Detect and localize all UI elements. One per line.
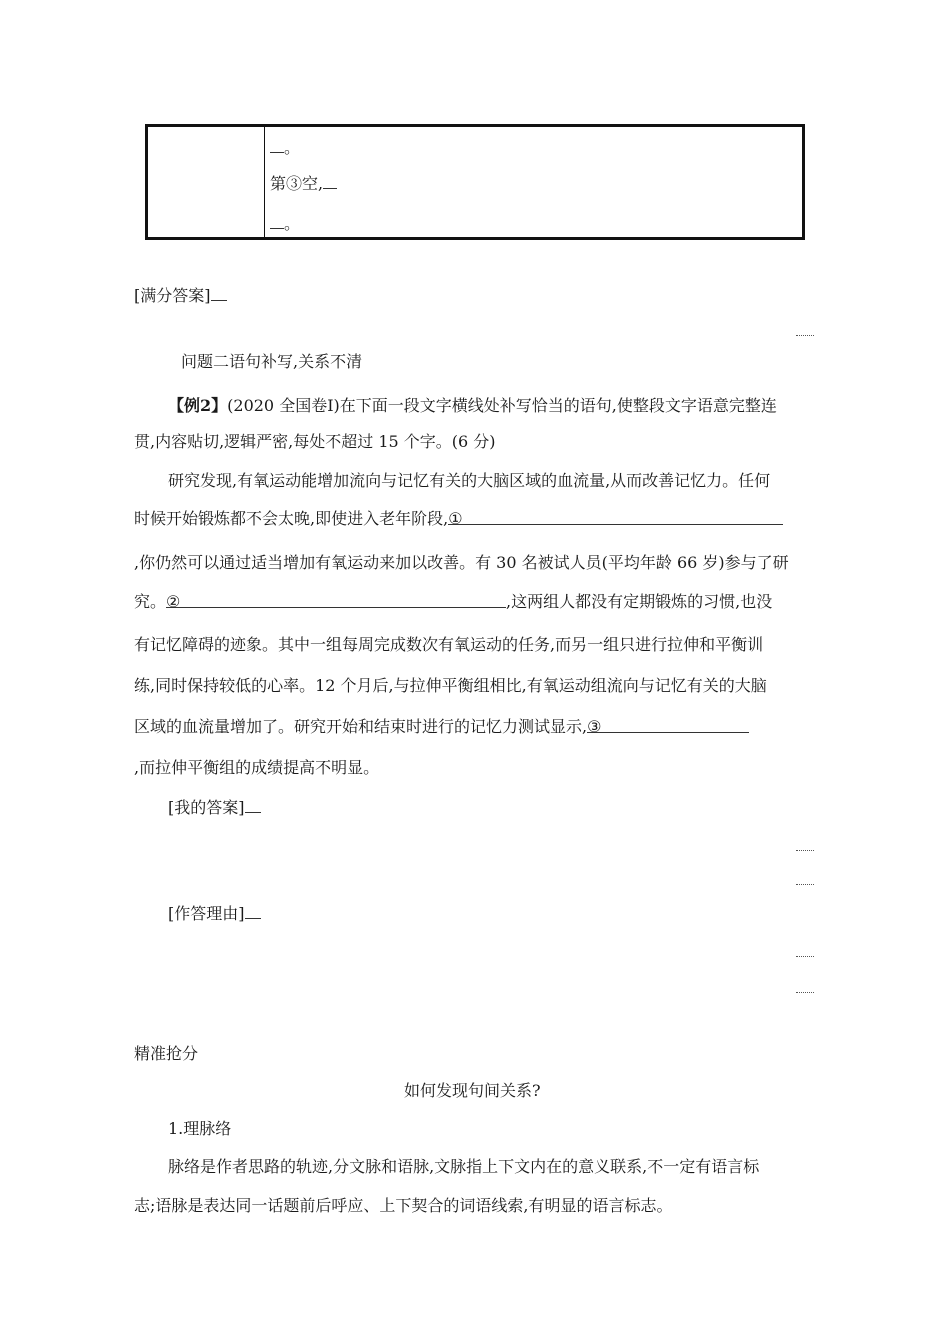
example-label: 【例2】: [168, 396, 228, 415]
answer-table: [145, 124, 805, 240]
answer-dots: [796, 335, 814, 336]
table-line-3: 。: [270, 213, 300, 234]
example-intro-line-1: 【例2】(2020 全国卷Ⅰ)在下面一段文字横线处补写恰当的语句,使整段文字语意完整连: [168, 396, 777, 415]
passage-line-7: 区域的血流量增加了。研究开始和结束时进行的记忆力测试显示,③: [134, 717, 749, 737]
precise-title: 精准抢分: [134, 1044, 199, 1063]
passage-line-6: 练,同时保持较低的心率。12 个月后,与拉伸平衡组相比,有氧运动组流向与记忆有关的大脑: [134, 676, 767, 695]
blank-1: ①: [448, 509, 783, 525]
answer-dots: [796, 850, 814, 851]
passage-line-2: 时候开始锻炼都不会太晚,即使进入老年阶段,①: [134, 509, 783, 529]
answer-dots: [796, 992, 814, 993]
full-answer-label: [满分答案]: [134, 285, 227, 306]
table-column-divider: [264, 127, 265, 237]
answer-dots: [796, 956, 814, 957]
item1-paragraph-line-2: 志;语脉是表达同一话题前后呼应、上下契合的词语线索,有明显的语言标志。: [134, 1196, 673, 1215]
blank-line: [270, 213, 284, 229]
blank-2: ②: [166, 592, 506, 608]
blank-line: [211, 285, 227, 301]
blank-3: ③: [587, 717, 749, 733]
answer-dots: [796, 884, 814, 885]
item1-title: 1.理脉络: [168, 1119, 232, 1138]
passage-line-1: 研究发现,有氧运动能增加流向与记忆有关的大脑区域的血流量,从而改善记忆力。任何: [168, 471, 771, 490]
my-answer-label: [我的答案]: [168, 797, 261, 818]
passage-line-4: 究。② ,这两组人都没有定期锻炼的习惯,也没: [134, 592, 773, 611]
passage-line-3: ,你仍然可以通过适当增加有氧运动来加以改善。有 30 名被试人员(平均年龄 66 岁)参与了研: [134, 553, 789, 572]
example-intro-line-2: 贯,内容贴切,逻辑严密,每处不超过 15 个字。(6 分): [134, 432, 496, 451]
item1-paragraph-line-1: 脉络是作者思路的轨迹,分文脉和语脉,文脉指上下文内在的意义联系,不一定有语言标: [168, 1157, 760, 1176]
passage-line-8: ,而拉伸平衡组的成绩提高不明显。: [134, 758, 380, 777]
blank-line: [245, 903, 261, 919]
blank-line: [323, 173, 337, 189]
passage-line-5: 有记忆障碍的迹象。其中一组每周完成数次有氧运动的任务,而另一组只进行拉伸和平衡训: [134, 635, 764, 654]
reason-label: [作答理由]: [168, 903, 261, 924]
blank-line: [270, 137, 284, 153]
blank-line: [245, 797, 261, 813]
section-heading: 如何发现句间关系?: [404, 1081, 541, 1100]
table-line-1: 。: [270, 137, 300, 158]
table-line-2: 第③空,: [270, 173, 337, 194]
problem2-title: 问题二语句补写,关系不清: [181, 352, 363, 371]
